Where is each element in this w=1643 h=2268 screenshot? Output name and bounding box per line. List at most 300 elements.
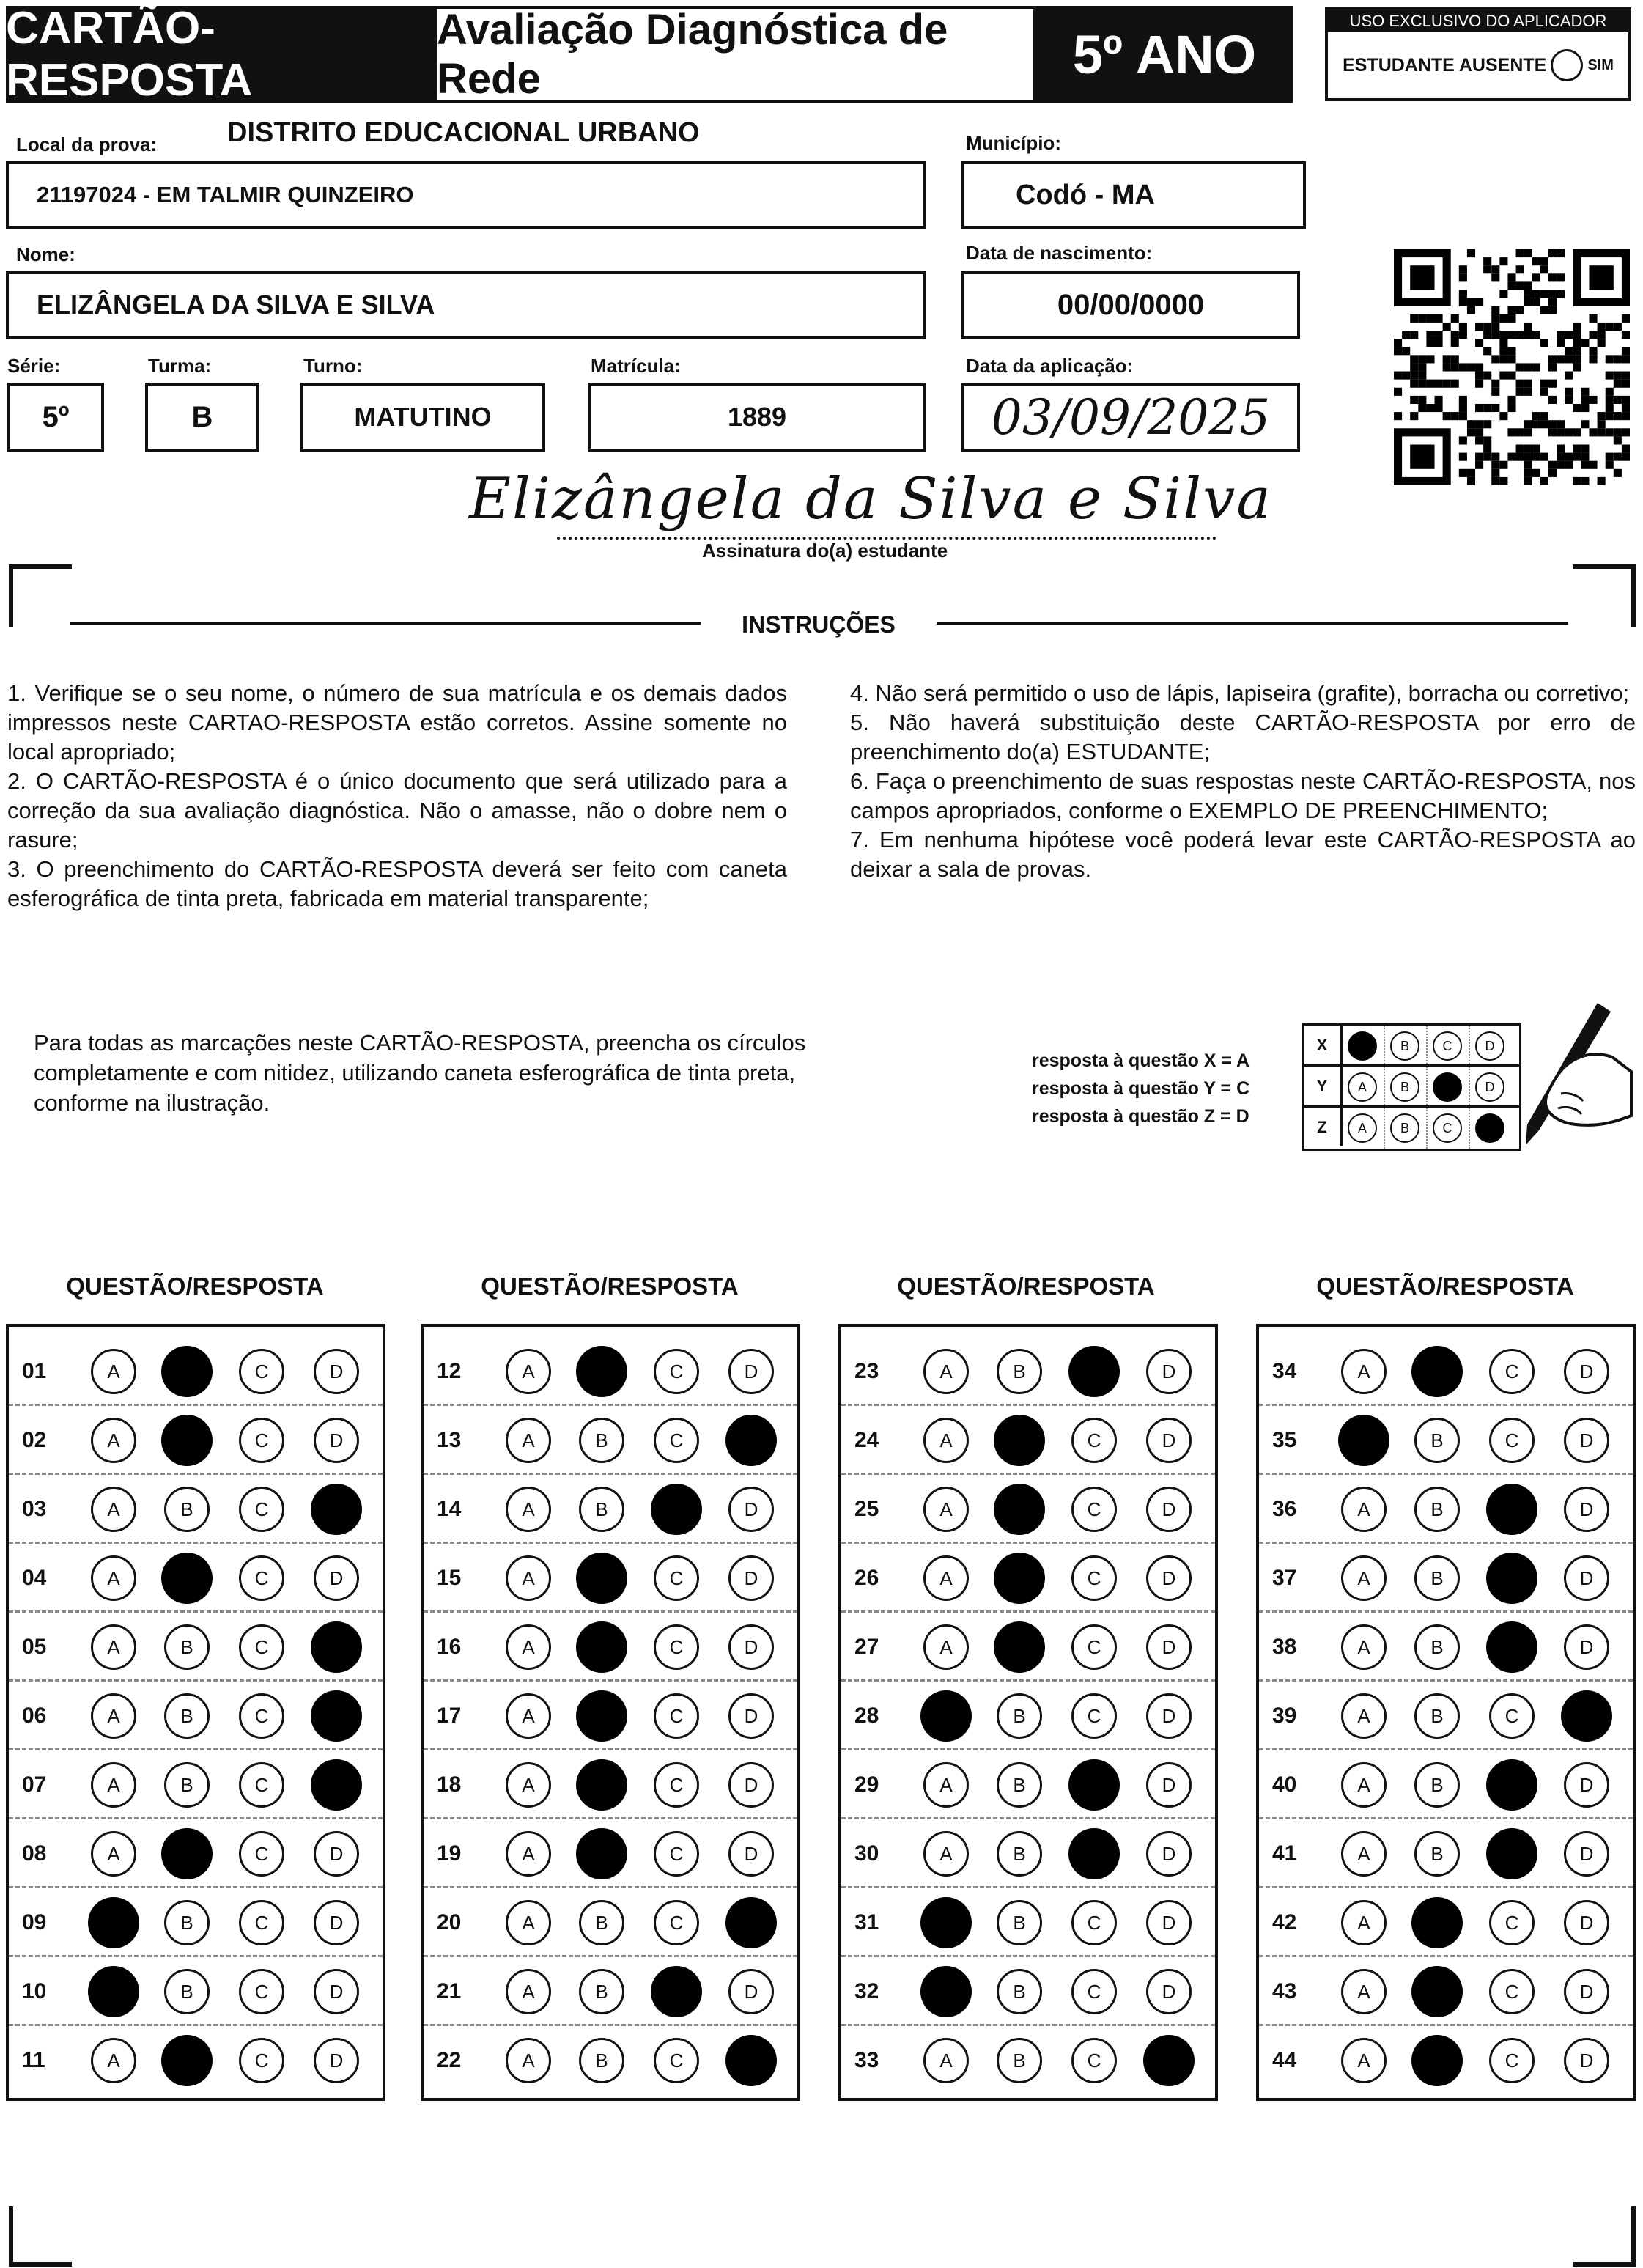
answer-bubble-23-d[interactable]: D	[1146, 1349, 1192, 1394]
answer-bubble-17-c[interactable]: C	[654, 1693, 699, 1739]
answer-bubble-25-d[interactable]: D	[1146, 1487, 1192, 1532]
answer-bubble-29-d[interactable]: D	[1146, 1762, 1192, 1808]
question-number: 17	[437, 1704, 462, 1728]
column-title-3: QUESTÃO/RESPOSTA	[897, 1273, 1155, 1300]
answer-bubble-39-c[interactable]: C	[1489, 1693, 1535, 1739]
qr-code	[1394, 249, 1630, 485]
answer-bubble-26-c[interactable]: C	[1071, 1555, 1117, 1601]
answer-bubble-04-c[interactable]: C	[239, 1555, 284, 1601]
answer-bubble-32-d[interactable]: D	[1146, 1969, 1192, 2014]
example-bubble-y-b: B	[1390, 1072, 1419, 1102]
question-row-41	[1259, 1819, 1633, 1888]
question-row-33	[841, 2026, 1215, 2095]
answer-bubble-13-d[interactable]	[725, 1415, 777, 1466]
answer-bubble-35-d[interactable]: D	[1564, 1418, 1609, 1463]
instruction-2: 2. O CARTÃO-RESPOSTA é o único documento que será utilizado para a correção da sua avaliação diagnóstica. Não o amasse, não o dobre nem o rasure;	[7, 768, 787, 853]
question-number: 43	[1272, 1979, 1297, 2003]
answer-bubble-12-a[interactable]: A	[506, 1349, 551, 1394]
pen-hand-icon	[1488, 998, 1634, 1152]
answer-bubble-39-a[interactable]: A	[1341, 1693, 1387, 1739]
answer-bubble-38-d[interactable]: D	[1564, 1624, 1609, 1670]
answer-bubble-11-c[interactable]: C	[239, 2038, 284, 2083]
yes-label: SIM	[1587, 56, 1614, 73]
example-grid-divider	[1426, 1026, 1428, 1064]
answer-bubble-01-b[interactable]	[161, 1346, 213, 1397]
answer-bubble-37-c[interactable]	[1486, 1553, 1537, 1604]
answer-bubble-27-d[interactable]: D	[1146, 1624, 1192, 1670]
answer-bubble-29-b[interactable]: B	[997, 1762, 1042, 1808]
district-name: DISTRITO EDUCACIONAL URBANO	[227, 117, 700, 148]
answer-bubble-38-c[interactable]	[1486, 1621, 1537, 1673]
question-number: 26	[854, 1566, 879, 1590]
answer-bubble-41-c[interactable]	[1486, 1828, 1537, 1879]
answer-bubble-18-d[interactable]: D	[728, 1762, 774, 1808]
answer-bubble-27-a[interactable]: A	[923, 1624, 969, 1670]
name-field	[6, 271, 926, 339]
question-number: 30	[854, 1841, 879, 1866]
answer-bubble-09-a[interactable]	[88, 1897, 139, 1948]
answer-bubble-43-c[interactable]: C	[1489, 1969, 1535, 2014]
question-number: 13	[437, 1428, 462, 1452]
question-number: 33	[854, 2048, 879, 2072]
answer-bubble-05-d[interactable]	[311, 1621, 362, 1673]
municipality-field	[961, 161, 1306, 229]
question-number: 06	[22, 1704, 47, 1728]
question-number: 19	[437, 1841, 462, 1866]
answer-bubble-33-c[interactable]: C	[1071, 2038, 1117, 2083]
answer-bubble-26-d[interactable]: D	[1146, 1555, 1192, 1601]
answer-bubble-16-b[interactable]	[576, 1621, 627, 1673]
answer-bubble-16-c[interactable]: C	[654, 1624, 699, 1670]
answer-bubble-12-c[interactable]: C	[654, 1349, 699, 1394]
answer-bubble-06-a[interactable]: A	[91, 1693, 136, 1739]
example-grid-divider	[1469, 1067, 1470, 1105]
question-row-23	[841, 1337, 1215, 1406]
location-value: 21197024 - EM TALMIR QUINZEIRO	[37, 182, 414, 207]
answer-bubble-31-b[interactable]: B	[997, 1900, 1042, 1945]
answer-bubble-08-d[interactable]: D	[314, 1831, 359, 1877]
answer-bubble-28-c[interactable]: C	[1071, 1693, 1117, 1739]
answer-bubble-30-a[interactable]: A	[923, 1831, 969, 1877]
answer-bubble-22-b[interactable]: B	[579, 2038, 624, 2083]
answer-column-1	[6, 1324, 385, 2101]
question-number: 35	[1272, 1428, 1297, 1452]
question-number: 37	[1272, 1566, 1297, 1590]
answer-bubble-33-a[interactable]: A	[923, 2038, 969, 2083]
instructions-rule-left	[70, 622, 701, 625]
answer-bubble-05-c[interactable]: C	[239, 1624, 284, 1670]
answer-bubble-14-a[interactable]: A	[506, 1487, 551, 1532]
question-number: 36	[1272, 1497, 1297, 1521]
answer-bubble-24-a[interactable]: A	[923, 1418, 969, 1463]
turma-field	[145, 383, 259, 452]
question-row-04	[9, 1544, 383, 1613]
answer-bubble-19-c[interactable]: C	[654, 1831, 699, 1877]
answer-bubble-15-a[interactable]: A	[506, 1555, 551, 1601]
answer-bubble-10-b[interactable]: B	[164, 1969, 210, 2014]
column-title-4: QUESTÃO/RESPOSTA	[1316, 1273, 1574, 1300]
absent-bubble[interactable]	[1551, 49, 1583, 81]
answer-bubble-02-a[interactable]: A	[91, 1418, 136, 1463]
corner-bottom-left	[9, 2206, 72, 2267]
question-number: 07	[22, 1772, 47, 1797]
answer-bubble-15-b[interactable]	[576, 1553, 627, 1604]
instruction-4: 4. Não será permitido o uso de lápis, lapiseira (grafite), borracha ou corretivo;	[850, 680, 1630, 706]
example-legend-z: resposta à questão Z = D	[1032, 1106, 1249, 1127]
matricula-value: 1889	[727, 402, 787, 432]
answer-bubble-06-c[interactable]: C	[239, 1693, 284, 1739]
answer-bubble-23-b[interactable]: B	[997, 1349, 1042, 1394]
answer-bubble-11-d[interactable]: D	[314, 2038, 359, 2083]
answer-bubble-21-c[interactable]	[651, 1966, 702, 2017]
answer-bubble-20-a[interactable]: A	[506, 1900, 551, 1945]
answer-bubble-13-c[interactable]: C	[654, 1418, 699, 1463]
answer-bubble-24-b[interactable]	[994, 1415, 1045, 1466]
example-bubble-y-c	[1433, 1072, 1462, 1102]
answer-bubble-36-b[interactable]: B	[1414, 1487, 1460, 1532]
question-number: 18	[437, 1772, 462, 1797]
answer-bubble-44-c[interactable]: C	[1489, 2038, 1535, 2083]
answer-bubble-12-b[interactable]	[576, 1346, 627, 1397]
answer-bubble-04-d[interactable]: D	[314, 1555, 359, 1601]
answer-bubble-22-a[interactable]: A	[506, 2038, 551, 2083]
exam-name	[434, 6, 1036, 103]
answer-bubble-20-b[interactable]: B	[579, 1900, 624, 1945]
example-bubble-x-c: C	[1433, 1031, 1462, 1061]
answer-bubble-05-b[interactable]: B	[164, 1624, 210, 1670]
answer-bubble-33-b[interactable]: B	[997, 2038, 1042, 2083]
corner-bottom-right	[1573, 2206, 1636, 2267]
example-bubble-z-a: A	[1348, 1113, 1377, 1143]
answer-bubble-17-a[interactable]: A	[506, 1693, 551, 1739]
answer-bubble-14-c[interactable]	[651, 1484, 702, 1535]
answer-bubble-15-c[interactable]: C	[654, 1555, 699, 1601]
question-number: 20	[437, 1910, 462, 1934]
answer-bubble-43-d[interactable]: D	[1564, 1969, 1609, 2014]
answer-bubble-19-b[interactable]	[576, 1828, 627, 1879]
answer-bubble-07-b[interactable]: B	[164, 1762, 210, 1808]
answer-bubble-38-b[interactable]: B	[1414, 1624, 1460, 1670]
answer-bubble-07-c[interactable]: C	[239, 1762, 284, 1808]
answer-bubble-08-b[interactable]	[161, 1828, 213, 1879]
grade-text: 5º ANO	[1072, 23, 1257, 85]
question-row-10	[9, 1957, 383, 2026]
application-date-field[interactable]	[961, 383, 1300, 452]
answer-bubble-09-c[interactable]: C	[239, 1900, 284, 1945]
question-row-18	[424, 1750, 797, 1819]
instructions-title: INSTRUÇÕES	[742, 611, 896, 638]
question-number: 21	[437, 1979, 462, 2003]
example-legend-y: resposta à questão Y = C	[1032, 1078, 1250, 1099]
answer-bubble-20-c[interactable]: C	[654, 1900, 699, 1945]
answer-bubble-44-d[interactable]: D	[1564, 2038, 1609, 2083]
answer-bubble-24-d[interactable]: D	[1146, 1418, 1192, 1463]
answer-bubble-03-c[interactable]: C	[239, 1487, 284, 1532]
question-row-15	[424, 1544, 797, 1613]
turno-field	[300, 383, 545, 452]
answer-bubble-39-b[interactable]: B	[1414, 1693, 1460, 1739]
answer-bubble-17-b[interactable]	[576, 1690, 627, 1742]
column-title-2: QUESTÃO/RESPOSTA	[481, 1273, 739, 1300]
answer-column-3	[838, 1324, 1218, 2101]
answer-bubble-43-b[interactable]	[1411, 1966, 1463, 2017]
answer-bubble-41-d[interactable]: D	[1564, 1831, 1609, 1877]
example-grid-divider	[1384, 1108, 1385, 1149]
answer-bubble-03-b[interactable]: B	[164, 1487, 210, 1532]
answer-bubble-22-c[interactable]: C	[654, 2038, 699, 2083]
answer-bubble-10-a[interactable]	[88, 1966, 139, 2017]
answer-bubble-06-b[interactable]: B	[164, 1693, 210, 1739]
question-number: 31	[854, 1910, 879, 1934]
instruction-7: 7. Em nenhuma hipótese você poderá levar este CARTÃO-RESPOSTA ao deixar a sala de provas.	[850, 827, 1636, 882]
question-number: 09	[22, 1910, 47, 1934]
municipality-label: Município:	[966, 132, 1061, 154]
example-bubble-z-c: C	[1433, 1113, 1462, 1143]
answer-bubble-04-a[interactable]: A	[91, 1555, 136, 1601]
example-bubble-y-d: D	[1475, 1072, 1504, 1102]
answer-bubble-44-a[interactable]: A	[1341, 2038, 1387, 2083]
answer-bubble-25-a[interactable]: A	[923, 1487, 969, 1532]
answer-column-4	[1256, 1324, 1636, 2101]
example-grid-divider	[1384, 1067, 1385, 1105]
example-bubble-x-a	[1348, 1031, 1377, 1061]
answer-bubble-30-b[interactable]: B	[997, 1831, 1042, 1877]
answer-bubble-23-c[interactable]	[1068, 1346, 1120, 1397]
answer-bubble-16-a[interactable]: A	[506, 1624, 551, 1670]
example-row	[1304, 1067, 1519, 1108]
instructions-right	[850, 679, 1636, 884]
example-row	[1304, 1108, 1519, 1149]
answer-bubble-35-a[interactable]	[1338, 1415, 1389, 1466]
answer-bubble-40-c[interactable]	[1486, 1759, 1537, 1811]
answer-bubble-18-b[interactable]	[576, 1759, 627, 1811]
question-number: 08	[22, 1841, 47, 1866]
question-row-03	[9, 1475, 383, 1544]
question-row-29	[841, 1750, 1215, 1819]
question-number: 29	[854, 1772, 879, 1797]
example-legend	[1032, 1047, 1249, 1130]
instruction-1: 1. Verifique se o seu nome, o número de sua matrícula e os demais dados impressos neste CARTAO-RESPOSTA estão corretos. Assine somente no local apropriado;	[7, 680, 787, 765]
answer-bubble-11-b[interactable]	[161, 2035, 213, 2086]
answer-bubble-08-a[interactable]: A	[91, 1831, 136, 1877]
answer-bubble-34-a[interactable]: A	[1341, 1349, 1387, 1394]
answer-bubble-12-d[interactable]: D	[728, 1349, 774, 1394]
answer-bubble-42-b[interactable]	[1411, 1897, 1463, 1948]
answer-bubble-35-b[interactable]: B	[1414, 1418, 1460, 1463]
example-grid-divider	[1426, 1108, 1428, 1149]
answer-bubble-21-b[interactable]: B	[579, 1969, 624, 2014]
corner-top-right	[1573, 564, 1636, 627]
answer-bubble-39-d[interactable]	[1561, 1690, 1612, 1742]
answer-bubble-02-c[interactable]: C	[239, 1418, 284, 1463]
answer-bubble-08-c[interactable]: C	[239, 1831, 284, 1877]
example-row-label: Y	[1304, 1067, 1343, 1105]
answer-bubble-02-b[interactable]	[161, 1415, 213, 1466]
question-number: 39	[1272, 1704, 1297, 1728]
answer-bubble-42-c[interactable]: C	[1489, 1900, 1535, 1945]
answer-bubble-14-d[interactable]: D	[728, 1487, 774, 1532]
answer-bubble-10-d[interactable]: D	[314, 1969, 359, 2014]
example-grid-divider	[1469, 1026, 1470, 1064]
card-title	[6, 3, 434, 106]
answer-bubble-14-b[interactable]: B	[579, 1487, 624, 1532]
answer-bubble-42-d[interactable]: D	[1564, 1900, 1609, 1945]
name-label: Nome:	[16, 243, 75, 265]
question-row-24	[841, 1406, 1215, 1475]
instruction-5: 5. Não haverá substituição deste CARTÃO-RESPOSTA por erro de preenchimento do(a) ESTUDANTE;	[850, 710, 1636, 765]
answer-bubble-27-b[interactable]	[994, 1621, 1045, 1673]
answer-bubble-01-d[interactable]: D	[314, 1349, 359, 1394]
answer-bubble-34-b[interactable]	[1411, 1346, 1463, 1397]
answer-bubble-31-c[interactable]: C	[1071, 1900, 1117, 1945]
question-number: 32	[854, 1979, 879, 2003]
answer-bubble-35-c[interactable]: C	[1489, 1418, 1535, 1463]
example-grid-divider	[1426, 1067, 1428, 1105]
example-bubble-y-a: A	[1348, 1072, 1377, 1102]
question-number: 03	[22, 1497, 47, 1521]
answer-bubble-33-d[interactable]	[1143, 2035, 1195, 2086]
question-number: 14	[437, 1497, 462, 1521]
question-row-01	[9, 1337, 383, 1406]
answer-bubble-21-d[interactable]: D	[728, 1969, 774, 2014]
answer-bubble-16-d[interactable]: D	[728, 1624, 774, 1670]
answer-bubble-18-c[interactable]: C	[654, 1762, 699, 1808]
question-number: 25	[854, 1497, 879, 1521]
answer-bubble-28-d[interactable]: D	[1146, 1693, 1192, 1739]
answer-bubble-31-a[interactable]	[920, 1897, 972, 1948]
question-number: 40	[1272, 1772, 1297, 1797]
question-row-30	[841, 1819, 1215, 1888]
answer-bubble-07-a[interactable]: A	[91, 1762, 136, 1808]
question-row-35	[1259, 1406, 1633, 1475]
question-row-09	[9, 1888, 383, 1957]
fill-note: Para todas as marcações neste CARTÃO-RESPOSTA, preencha os círculos completamente e com nitidez, utilizando caneta esferográfica de tinta preta, conforme na ilustração.	[34, 1030, 806, 1116]
location-field	[6, 161, 926, 229]
answer-bubble-34-d[interactable]: D	[1564, 1349, 1609, 1394]
answer-bubble-24-c[interactable]: C	[1071, 1418, 1117, 1463]
instructions-rule-right	[937, 622, 1568, 625]
answer-bubble-11-a[interactable]: A	[91, 2038, 136, 2083]
answer-bubble-38-a[interactable]: A	[1341, 1624, 1387, 1670]
answer-bubble-27-c[interactable]: C	[1071, 1624, 1117, 1670]
answer-bubble-28-a[interactable]	[920, 1690, 972, 1742]
question-row-43	[1259, 1957, 1633, 2026]
answer-bubble-44-b[interactable]	[1411, 2035, 1463, 2086]
answer-bubble-01-c[interactable]: C	[239, 1349, 284, 1394]
answer-bubble-21-a[interactable]: A	[506, 1969, 551, 2014]
answer-bubble-41-a[interactable]: A	[1341, 1831, 1387, 1877]
answer-bubble-37-b[interactable]: B	[1414, 1555, 1460, 1601]
municipality-value: Codó - MA	[1016, 179, 1155, 210]
example-grid-divider	[1384, 1026, 1385, 1064]
question-row-28	[841, 1682, 1215, 1750]
answer-bubble-37-d[interactable]: D	[1564, 1555, 1609, 1601]
answer-bubble-13-b[interactable]: B	[579, 1418, 624, 1463]
answer-bubble-37-a[interactable]: A	[1341, 1555, 1387, 1601]
question-row-12	[424, 1337, 797, 1406]
answer-bubble-07-d[interactable]	[311, 1759, 362, 1811]
answer-bubble-23-a[interactable]: A	[923, 1349, 969, 1394]
answer-bubble-19-a[interactable]: A	[506, 1831, 551, 1877]
answer-bubble-01-a[interactable]: A	[91, 1349, 136, 1394]
answer-bubble-32-c[interactable]: C	[1071, 1969, 1117, 2014]
answer-bubble-28-b[interactable]: B	[997, 1693, 1042, 1739]
question-row-44	[1259, 2026, 1633, 2095]
question-row-40	[1259, 1750, 1633, 1819]
answer-bubble-30-d[interactable]: D	[1146, 1831, 1192, 1877]
answer-bubble-26-a[interactable]: A	[923, 1555, 969, 1601]
answer-bubble-03-a[interactable]: A	[91, 1487, 136, 1532]
answer-bubble-29-a[interactable]: A	[923, 1762, 969, 1808]
question-row-07	[9, 1750, 383, 1819]
answer-bubble-09-b[interactable]: B	[164, 1900, 210, 1945]
birth-value: 00/00/0000	[1057, 288, 1205, 321]
serie-field	[7, 383, 104, 452]
turno-value: MATUTINO	[354, 402, 492, 432]
answer-bubble-42-a[interactable]: A	[1341, 1900, 1387, 1945]
question-row-16	[424, 1613, 797, 1682]
answer-bubble-02-d[interactable]: D	[314, 1418, 359, 1463]
answer-bubble-30-c[interactable]	[1068, 1828, 1120, 1879]
answer-bubble-25-b[interactable]	[994, 1484, 1045, 1535]
answer-bubble-32-b[interactable]: B	[997, 1969, 1042, 2014]
question-number: 16	[437, 1635, 462, 1659]
answer-bubble-06-d[interactable]	[311, 1690, 362, 1742]
answer-bubble-40-d[interactable]: D	[1564, 1762, 1609, 1808]
birth-label: Data de nascimento:	[966, 242, 1153, 264]
grade-badge	[1036, 6, 1293, 103]
answer-bubble-13-a[interactable]: A	[506, 1418, 551, 1463]
turma-label: Turma:	[148, 355, 212, 377]
answer-bubble-26-b[interactable]	[994, 1553, 1045, 1604]
answer-bubble-36-a[interactable]: A	[1341, 1487, 1387, 1532]
answer-bubble-19-d[interactable]: D	[728, 1831, 774, 1877]
answer-bubble-31-d[interactable]: D	[1146, 1900, 1192, 1945]
answer-bubble-29-c[interactable]	[1068, 1759, 1120, 1811]
question-number: 12	[437, 1359, 462, 1383]
answer-bubble-41-b[interactable]: B	[1414, 1831, 1460, 1877]
question-number: 42	[1272, 1910, 1297, 1934]
question-number: 27	[854, 1635, 879, 1659]
answer-bubble-05-a[interactable]: A	[91, 1624, 136, 1670]
answer-bubble-09-d[interactable]: D	[314, 1900, 359, 1945]
turno-label: Turno:	[303, 355, 363, 377]
answer-bubble-18-a[interactable]: A	[506, 1762, 551, 1808]
answer-bubble-40-a[interactable]: A	[1341, 1762, 1387, 1808]
question-number: 01	[22, 1359, 47, 1383]
question-number: 15	[437, 1566, 462, 1590]
answer-bubble-03-d[interactable]	[311, 1484, 362, 1535]
answer-bubble-32-a[interactable]	[920, 1966, 972, 2017]
answer-bubble-34-c[interactable]: C	[1489, 1349, 1535, 1394]
answer-bubble-22-d[interactable]	[725, 2035, 777, 2086]
answer-bubble-40-b[interactable]: B	[1414, 1762, 1460, 1808]
answer-bubble-10-c[interactable]: C	[239, 1969, 284, 2014]
answer-bubble-25-c[interactable]: C	[1071, 1487, 1117, 1532]
answer-bubble-15-d[interactable]: D	[728, 1555, 774, 1601]
answer-bubble-20-d[interactable]	[725, 1897, 777, 1948]
answer-bubble-36-c[interactable]	[1486, 1484, 1537, 1535]
answer-bubble-43-a[interactable]: A	[1341, 1969, 1387, 2014]
answer-bubble-36-d[interactable]: D	[1564, 1487, 1609, 1532]
instruction-6: 6. Faça o preenchimento de suas respostas neste CARTÃO-RESPOSTA, nos campos apropriados, conforme o EXEMPLO DE PREENCHIMENTO;	[850, 768, 1636, 823]
answer-bubble-17-d[interactable]: D	[728, 1693, 774, 1739]
example-bubble-x-d: D	[1475, 1031, 1504, 1061]
student-signature: Elizângela da Silva e Silva	[469, 466, 1272, 532]
answer-bubble-04-b[interactable]	[161, 1553, 213, 1604]
question-row-42	[1259, 1888, 1633, 1957]
question-row-02	[9, 1406, 383, 1475]
